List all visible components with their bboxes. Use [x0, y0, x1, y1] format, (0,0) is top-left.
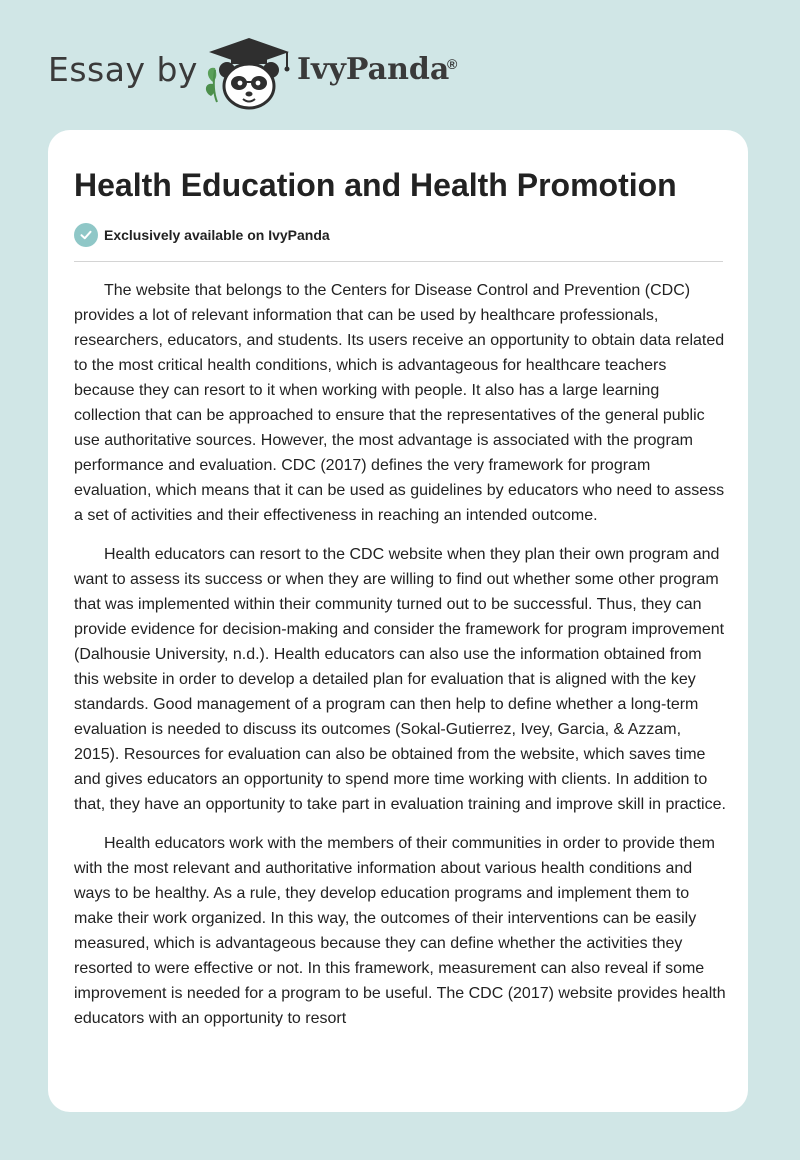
site-header: [0, 0, 800, 130]
registered-mark: ®: [447, 56, 458, 72]
essay-body: [74, 278, 726, 1045]
page-title: Health Education and Health Promotion: [74, 167, 677, 203]
exclusive-badge: [74, 222, 330, 248]
paragraph: The website that belongs to the Centers for Disease Control and Prevention (CDC) provides a lot of relevant information that can be used by healthcare professionals, researchers, educators, and students. Its users receive an opportunity to obtain data related to the most critical health conditions, which is advantageous for healthcare teachers because they can resort to it when working with people. It also has a large learning collection that can be approached to ensure that the representatives of the general public use authoritative sources. However, the most advantage is associated with the program performance and evaluation. CDC (2017) defines the very framework for program evaluation, which means that it can be used as guidelines by educators who need to assess a set of activities and their effectiveness in reaching an intended outcome.: [74, 282, 725, 524]
paragraph: Health educators can resort to the CDC website when they plan their own program and want to assess its success or when they are willing to find out whether some other program that was implemented within their community turned out to be successful. Thus, they can provide evidence for decision-making and consider the framework for program improvement (Dalhousie University, n.d.). Health educators can also use the information obtained from this website in order to develop a detailed plan for evaluation that is aligned with the key standards. Good management of a program can then help to define whether a long-term evaluation is needed to discuss its outcomes (Sokal-Gutierrez, Ivey, Garcia, & Azzam, 2015). Resources for evaluation can also be obtained from the website, which saves time and gives educators an opportunity to spend more time working with clients. In addition to that, they have an opportunity to take part in evaluation training and improve skill in practice.: [74, 546, 726, 813]
essay-by-label: Essay by: [48, 50, 198, 89]
exclusive-badge-label: Exclusively available on IvyPanda: [104, 227, 330, 243]
divider: [74, 261, 723, 262]
essay-card: [48, 130, 748, 1112]
check-icon: [74, 223, 98, 247]
panda-logo-icon: [203, 36, 295, 110]
paragraph: Health educators work with the members of their communities in order to provide them with the most relevant and authoritative information about various health conditions and ways to be healthy. As a rule, they develop education programs and implement them to make their work organized. In this way, the outcomes of their interventions can be easily measured, which is advantageous because they can define whether the activities they resorted to were effective or not. In this framework, measurement can also reveal if some improvement is needed for a program to be useful. The CDC (2017) website provides health educators with an opportunity to resort: [74, 835, 726, 1027]
brand-name: IvyPanda: [297, 52, 450, 87]
